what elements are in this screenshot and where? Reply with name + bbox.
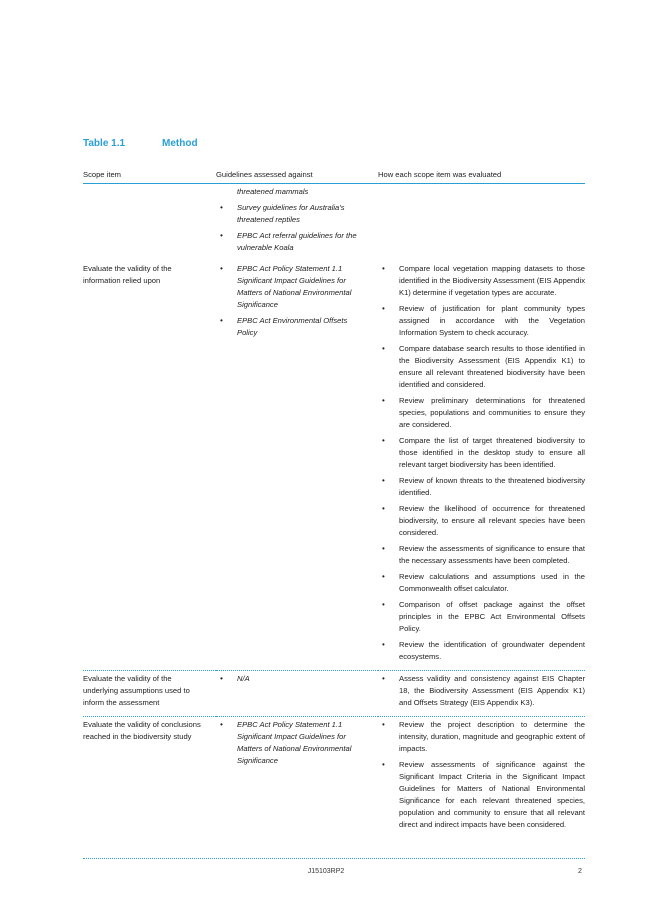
evaluation-cell-list <box>378 719 585 831</box>
guideline-cell-list <box>216 263 378 339</box>
guideline-item: • N/A <box>216 673 378 685</box>
guideline-cell <box>216 671 378 717</box>
evaluation-item: • Review the identification of groundwater dependent ecosystems. <box>378 639 585 663</box>
evaluation-item: • Review of justification for plant community types assigned in accordance with the Vegetation Information System to check accuracy. <box>378 303 585 339</box>
guideline-item: • Survey guidelines for Australia's threatened reptiles <box>216 202 378 226</box>
table-row <box>83 717 585 839</box>
table-row <box>83 184 585 262</box>
method-table <box>83 166 585 838</box>
evaluation-cell-list <box>378 673 585 709</box>
footer-divider <box>83 858 585 859</box>
guideline-item: • EPBC Act Policy Statement 1.1 Significant Impact Guidelines for Matters of National Environmental Significance <box>216 263 378 311</box>
evaluation-item: • Review calculations and assumptions used in the Commonwealth offset calculator. <box>378 571 585 595</box>
table-title: Method <box>162 138 198 149</box>
guideline-cell <box>216 184 378 262</box>
scope-item-cell <box>83 184 216 262</box>
evaluation-cell-list <box>378 263 585 663</box>
evaluation-item: • Comparison of offset package against the offset principles in the EPBC Act Environmental Offsets Policy. <box>378 599 585 635</box>
guideline-item: • EPBC Act Environmental Offsets Policy <box>216 315 378 339</box>
header-guidelines: Guidelines assessed against <box>216 166 378 184</box>
table-row <box>83 261 585 671</box>
evaluation-item: • Compare the list of target threatened biodiversity to those identified in the desktop study to ensure all relevant target biodiversity has been identified. <box>378 435 585 471</box>
table-row <box>83 671 585 717</box>
evaluation-item: • Assess validity and consistency against EIS Chapter 18, the Biodiversity Assessment (EIS Appendix K1) and Offsets Strategy (EIS Appendix K3). <box>378 673 585 709</box>
guideline-item: threatened mammals <box>237 187 309 196</box>
scope-item-cell: Evaluate the validity of the underlying assumptions used to inform the assessment <box>83 671 216 717</box>
evaluation-cell <box>378 261 585 671</box>
header-scope-item: Scope item <box>83 166 216 184</box>
evaluation-item: • Compare database search results to those identified in the Biodiversity Assessment (EIS Appendix K1) to ensure all relevant threatened biodiversity have been identified and considered. <box>378 343 585 391</box>
table-number: Table 1.1 <box>83 138 126 149</box>
guideline-item: • EPBC Act referral guidelines for the vulnerable Koala <box>216 230 378 254</box>
header-row <box>83 166 585 184</box>
footer-reference: J15103RP2 <box>307 868 345 875</box>
page-number: 2 <box>578 868 582 875</box>
evaluation-cell <box>378 184 585 262</box>
guideline-cell <box>216 717 378 839</box>
guideline-item: • EPBC Act Policy Statement 1.1 Significant Impact Guidelines for Matters of National Environmental Significance <box>216 719 378 767</box>
evaluation-item: • Review assessments of significance against the Significant Impact Criteria in the Significant Impact Guidelines for Matters of National Environmental Significance for each relevant threatened species, population and community to ensure that all relevant direct and indirect impacts have been considered. <box>378 759 585 831</box>
scope-item-cell: Evaluate the validity of conclusions reached in the biodiversity study <box>83 717 216 839</box>
evaluation-item: • Review the assessments of significance to ensure that the necessary assessments have been completed. <box>378 543 585 567</box>
scope-item-cell: Evaluate the validity of the information relied upon <box>83 264 172 285</box>
evaluation-item: • Review of known threats to the threatened biodiversity identified. <box>378 475 585 499</box>
table-caption <box>83 138 198 149</box>
evaluation-item: • Compare local vegetation mapping datasets to those identified in the Biodiversity Assessment (EIS Appendix K1) determine if vegetation types are accurate. <box>378 263 585 299</box>
evaluation-item: • Review preliminary determinations for threatened species, populations and communities to ensure they are considered. <box>378 395 585 431</box>
evaluation-cell <box>378 671 585 717</box>
evaluation-cell <box>378 717 585 839</box>
guideline-cell-list <box>216 673 378 685</box>
guideline-cell-list <box>216 186 378 254</box>
evaluation-item: • Review the project description to determine the intensity, duration, magnitude and geographic extent of impacts. <box>378 719 585 755</box>
guideline-cell <box>216 261 378 671</box>
evaluation-item: • Review the likelihood of occurrence for threatened biodiversity, to ensure all relevant species have been considered. <box>378 503 585 539</box>
header-evaluation: How each scope item was evaluated <box>378 166 585 184</box>
guideline-cell-list <box>216 719 378 767</box>
